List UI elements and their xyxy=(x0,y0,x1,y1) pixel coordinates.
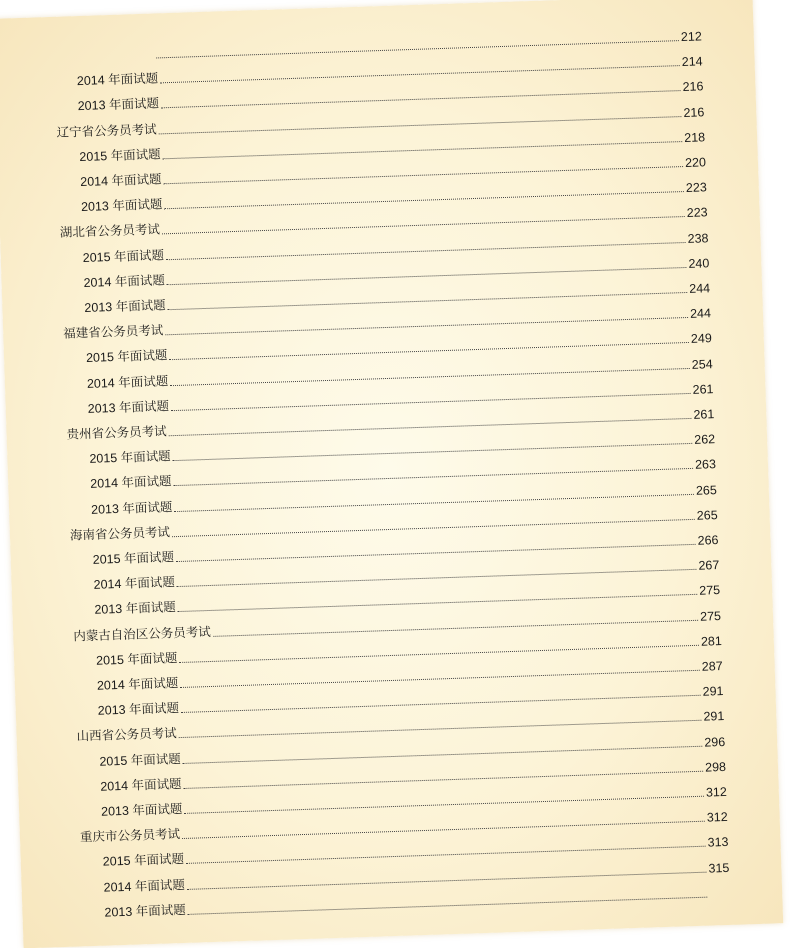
toc-entry-title: 2014 年面试题 xyxy=(83,273,166,290)
toc-entry-page-number: 223 xyxy=(685,180,708,196)
toc-entry-title: 海南省公务员考试 xyxy=(69,525,171,543)
toc-entry-title: 2013 年面试题 xyxy=(97,701,180,718)
toc-entry-title: 2013 年面试题 xyxy=(87,399,170,416)
toc-entry-title: 2014 年面试题 xyxy=(80,172,162,190)
toc-entry-page-number: 275 xyxy=(699,583,721,599)
toc-entry-page-number: 254 xyxy=(691,356,713,372)
toc-entry-page-number: 216 xyxy=(682,79,704,95)
toc-entry-title: 2013 年面试题 xyxy=(104,902,186,920)
toc-entry-page-number: 240 xyxy=(688,256,710,271)
toc-entry-title: 2013 年面试题 xyxy=(94,600,176,618)
toc-entry-page-number: 216 xyxy=(683,104,705,120)
toc-entry-title: 2014 年面试题 xyxy=(90,474,172,492)
toc-entry-page-number: 265 xyxy=(696,507,718,523)
toc-entry-title: 2014 年面试题 xyxy=(76,71,159,89)
toc-entry-title: 2015 年面试题 xyxy=(82,247,165,265)
toc-entry-title: 内蒙古自治区公务员考试 xyxy=(73,624,211,644)
toc-entry-title: 2013 年面试题 xyxy=(77,96,160,114)
toc-entry-title: 山西省公务员考试 xyxy=(76,726,177,744)
toc-entry-page-number: 275 xyxy=(699,608,722,624)
toc-entry-page-number xyxy=(708,900,730,901)
toc-entry-page-number: 244 xyxy=(689,306,712,322)
toc-entry-page-number: 265 xyxy=(695,482,718,498)
toc-entry-page-number: 315 xyxy=(708,860,730,876)
toc-entry-title: 重庆市公务员考试 xyxy=(79,827,181,845)
toc-entry-page-number: 262 xyxy=(694,432,716,448)
toc-entry-title: 2013 年面试题 xyxy=(100,802,183,819)
toc-entry-title: 2014 年面试题 xyxy=(100,776,182,794)
toc-entry-page-number: 313 xyxy=(707,835,729,850)
toc-entry-title: 福建省公务员考试 xyxy=(63,323,164,341)
toc-entry-page-number: 291 xyxy=(703,709,725,725)
dot-leader xyxy=(188,896,707,914)
toc-entry-page-number: 312 xyxy=(706,810,728,825)
toc-entry-page-number: 266 xyxy=(697,533,719,548)
toc-entry-page-number: 312 xyxy=(705,784,728,800)
toc-entry-title: 辽宁省公务员考试 xyxy=(56,122,157,140)
toc-entry-page-number: 261 xyxy=(692,381,714,397)
toc-entry-title: 2015 年面试题 xyxy=(89,449,171,467)
toc-entry-page-number: 218 xyxy=(684,130,706,145)
toc-entry-title: 2015 年面试题 xyxy=(102,852,185,870)
toc-entry-title: 2015 年面试题 xyxy=(99,751,181,769)
toc-entry-page-number: 244 xyxy=(689,281,711,296)
toc-entry-page-number: 291 xyxy=(702,684,724,699)
toc-entry-page-number: 298 xyxy=(704,759,727,775)
toc-entry-title: 2014 年面试题 xyxy=(86,373,169,391)
toc-entry-page-number: 296 xyxy=(704,734,726,750)
toc-entry-page-number: 281 xyxy=(700,633,723,649)
toc-entry-page-number: 223 xyxy=(686,205,708,221)
toc-entry-page-number: 238 xyxy=(687,230,709,246)
toc-entry-page-number: 287 xyxy=(701,659,723,674)
toc-entry-title: 2015 年面试题 xyxy=(79,147,161,164)
toc-entry-title: 2014 年面试题 xyxy=(93,575,176,593)
toc-entry-page-number: 220 xyxy=(684,155,707,170)
toc-entry-page-number: 267 xyxy=(698,558,720,573)
toc-entry-title: 2015 年面试题 xyxy=(95,650,178,668)
toc-entry-page-number: 212 xyxy=(680,29,702,45)
toc-entry-page-number: 249 xyxy=(690,331,713,347)
toc-entry-title: 2015 年面试题 xyxy=(92,550,175,567)
toc-entry-title: 2014 年面试题 xyxy=(103,877,186,895)
toc-entry-title: 2013 年面试题 xyxy=(90,499,173,517)
toc-entry-title: 2015 年面试题 xyxy=(85,348,168,366)
toc-entry-title: 贵州省公务员考试 xyxy=(66,424,167,442)
toc-entry-page-number: 263 xyxy=(694,457,717,473)
toc-entry-title: 湖北省公务员考试 xyxy=(59,222,161,241)
toc-entry-title: 2013 年面试题 xyxy=(80,197,163,215)
toc-entry-page-number: 214 xyxy=(681,54,703,70)
toc-entry-page-number: 261 xyxy=(693,407,715,422)
toc-entry-title: 2014 年面试题 xyxy=(96,676,179,693)
toc-entry-title: 2013 年面试题 xyxy=(84,298,166,315)
